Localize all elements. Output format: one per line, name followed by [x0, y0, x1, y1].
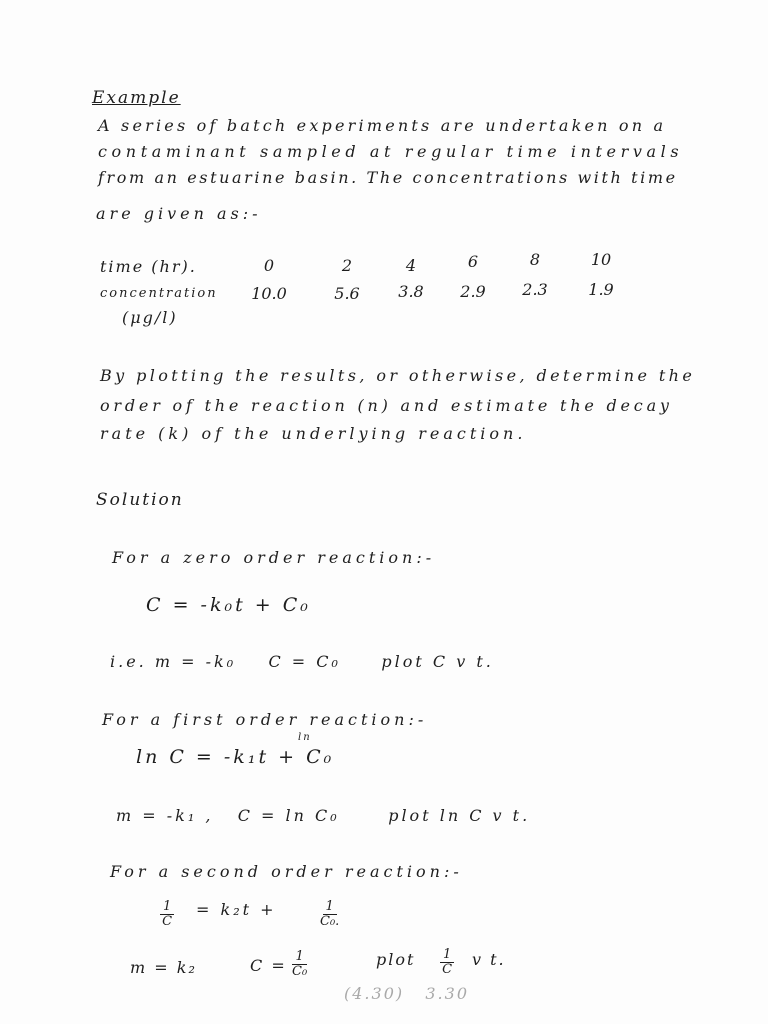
second-order-heading: For a second order reaction:- — [110, 862, 463, 881]
second-order-c-fraction — [292, 950, 307, 979]
conc-5: 1.9 — [588, 280, 614, 299]
first-order-insert: ln — [298, 732, 312, 743]
example-line-1: A series of batch experiments are undertaken on a — [98, 116, 667, 135]
conc-4: 2.3 — [522, 280, 548, 299]
time-4: 8 — [529, 250, 541, 269]
zero-order-notes: i.e. m = -k₀ C = C₀ plot C v t. — [110, 652, 494, 671]
lhs-denominator: C — [162, 914, 173, 929]
second-order-plot-fraction — [440, 948, 454, 977]
time-label: time (hr). — [100, 257, 197, 276]
question-line-1: By plotting the results, or otherwise, determine the — [100, 366, 696, 385]
second-order-rhs-fraction — [320, 900, 339, 929]
time-2: 4 — [405, 256, 417, 275]
c-denominator: C₀ — [292, 964, 308, 979]
plot-numerator: 1 — [440, 948, 454, 963]
c-numerator: 1 — [292, 950, 306, 965]
time-1: 2 — [341, 256, 353, 275]
second-order-lhs-fraction — [160, 900, 174, 929]
question-line-2: order of the reaction (n) and estimate the decay — [100, 396, 673, 415]
lhs-numerator: 1 — [160, 900, 174, 915]
example-line-4: are given as:- — [96, 204, 262, 223]
rhs-numerator: 1 — [323, 900, 337, 915]
second-order-middle: = k₂t + — [196, 900, 277, 919]
time-3: 6 — [467, 252, 479, 271]
example-line-3: from an estuarine basin. The concentrations with time — [98, 168, 678, 187]
zero-order-heading: For a zero order reaction:- — [112, 548, 436, 567]
example-title: Example — [92, 88, 181, 108]
first-order-equation: ln C = -k₁t + C₀ — [136, 746, 335, 768]
second-order-m-note: m = k₂ — [130, 958, 197, 977]
conc-2: 3.8 — [398, 282, 424, 301]
conc-1: 5.6 — [334, 284, 360, 303]
second-order-plot-suffix: v t. — [472, 950, 506, 969]
concentration-unit: (μg/l) — [122, 308, 178, 327]
first-order-notes: m = -k₁ , C = ln C₀ plot ln C v t. — [116, 806, 531, 825]
time-5: 10 — [590, 250, 612, 269]
zero-order-equation: C = -k₀t + C₀ — [146, 594, 311, 616]
second-order-plot-prefix: plot — [376, 950, 416, 969]
plot-denominator: C — [442, 962, 453, 977]
solution-title: Solution — [96, 490, 184, 510]
first-order-heading: For a first order reaction:- — [102, 710, 428, 729]
rhs-denominator: C₀. — [320, 914, 340, 929]
conc-3: 2.9 — [460, 282, 486, 301]
second-order-c-prefix: C = — [250, 956, 287, 975]
conc-0: 10.0 — [251, 284, 287, 303]
example-line-2: contaminant sampled at regular time intervals — [98, 142, 684, 161]
question-line-3: rate (k) of the underlying reaction. — [100, 424, 527, 443]
pencil-note: (4.30) 3.30 — [344, 984, 469, 1003]
concentration-label: concentration — [100, 286, 218, 301]
time-0: 0 — [263, 256, 275, 275]
